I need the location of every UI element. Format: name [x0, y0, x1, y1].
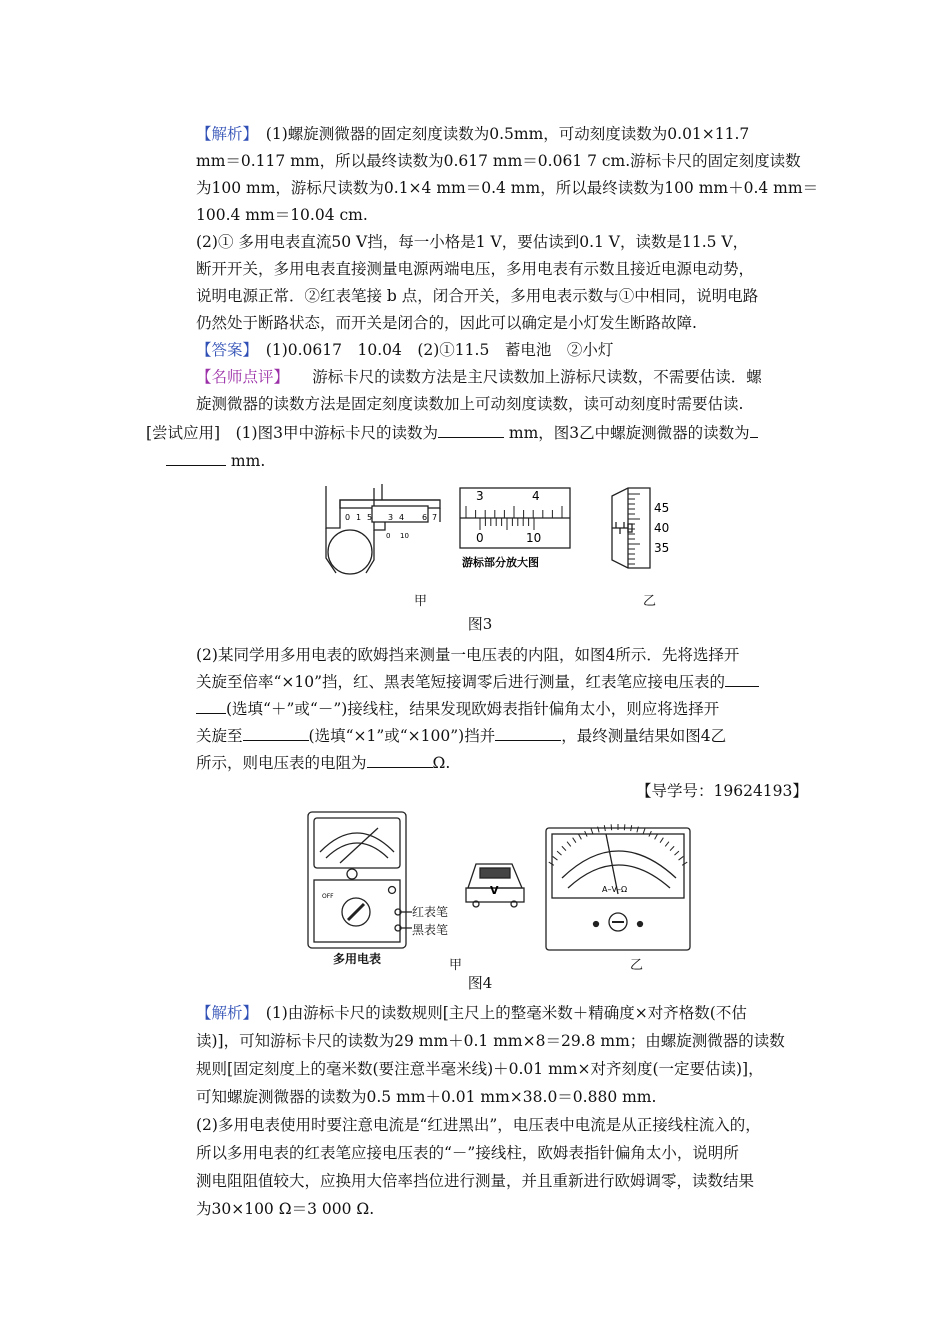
- blank-3b: [196, 699, 226, 714]
- blank-1: [438, 423, 504, 438]
- fig4-caption: 图4: [467, 974, 493, 992]
- small-main-3: 3: [388, 513, 394, 522]
- blank-6: [367, 753, 433, 768]
- dial-tick: [670, 846, 674, 850]
- analysis-line-2: mm＝0.117 mm，所以最终读数为0.617 mm＝0.061 7 cm.游标卡尺的固定刻度读数: [196, 152, 801, 170]
- analysis-text: (1)螺旋测微器的固定刻度读数为0.5mm，可动刻度读数为0.01×11.7: [265, 125, 750, 143]
- analysis2-line-4: 可知螺旋测微器的读数为0.5 mm＋0.01 mm×38.0＝0.880 mm.: [196, 1088, 657, 1106]
- comment-tag: 【名师点评】: [196, 368, 282, 386]
- analysis2-text: (1)由游标卡尺的读数规则[主尺上的整毫米数＋精确度×对齐格数(不估: [265, 1004, 747, 1022]
- small-vernier-0: 0: [386, 532, 391, 540]
- dial-tick: [682, 862, 687, 865]
- dial-tick: [578, 834, 581, 839]
- blank-2b: [166, 451, 226, 466]
- dial-tick: [655, 834, 658, 839]
- fig3-jia-label: 甲: [414, 594, 428, 609]
- q2-line-1: (2)某同学用多用电表的欧姆挡来测量一电压表的内阻，如图4所示．先将选择开: [196, 646, 740, 664]
- try-q1-a: (1)图3甲中游标卡尺的读数为: [235, 424, 438, 442]
- analysis2-line-1: [196, 1002, 747, 1024]
- analysis2-line-6: 所以多用电表的红表笔应接电压表的“－”接线柱，欧姆表指针偏角太小，说明所: [196, 1144, 739, 1162]
- comment-line-1: [196, 366, 762, 388]
- vernier-scale-0: 0: [476, 531, 484, 545]
- guide-number: 【导学号：19624193】: [636, 782, 808, 800]
- try-line-1: [146, 422, 758, 444]
- figure-3: [310, 478, 690, 608]
- multimeter-off: OFF: [322, 893, 334, 900]
- black-pen-label: 黑表笔: [412, 923, 449, 937]
- dial-tick: [573, 838, 576, 843]
- thimble-45: 45: [654, 501, 670, 515]
- dial-tick: [549, 862, 554, 865]
- fig3-caption: 图3: [467, 615, 493, 633]
- analysis-line-8: 仍然处于断路状态，而开关是闭合的，因此可以确定是小灯发生断路故障.: [196, 314, 697, 332]
- analysis-line-5: (2)① 多用电表直流50 V挡，每一小格是1 V，要估读到0.1 V，读数是11.5 V，: [196, 233, 749, 251]
- q2-text-3: (选填“＋”或“－”)接线柱，结果发现欧姆表指针偏角太小，则应将选择开: [226, 700, 720, 718]
- analysis2-line-8: 为30×100 Ω＝3 000 Ω.: [196, 1200, 375, 1218]
- thimble-ticks: [628, 494, 640, 564]
- q2-text-4b: (选填“×1”或“×100”)挡并: [308, 727, 496, 745]
- thimble-40: 40: [654, 521, 670, 535]
- q2-text-5b: Ω.: [432, 754, 451, 772]
- micrometer-drawing: [612, 488, 650, 568]
- thimble-35: 35: [654, 541, 670, 555]
- dial-ticks: [549, 824, 687, 865]
- q2-text-4a: 关旋至: [196, 727, 243, 745]
- q2-line-3: [196, 698, 719, 720]
- analysis-line-7: 说明电源正常．②红表笔接 b 点，闭合开关，多用电表示数与①中相同，说明电路: [196, 287, 759, 305]
- dial-tick: [567, 842, 571, 847]
- multimeter-drawing: [308, 812, 412, 948]
- main-scale-4: 4: [532, 489, 540, 503]
- analysis2-tag: 【解析】: [196, 1004, 251, 1022]
- small-vernier-10: 10: [400, 532, 409, 540]
- fig4-yi-label: 乙: [630, 958, 644, 973]
- small-main-0: 0: [345, 513, 351, 522]
- dial-tick: [660, 838, 663, 843]
- dial-tick: [679, 856, 684, 860]
- blank-4: [243, 726, 309, 741]
- analysis-tag: 【解析】: [196, 125, 251, 143]
- dial-tick: [611, 824, 612, 830]
- small-main-7: 7: [432, 513, 438, 522]
- q2-text-5a: 所示，则电压表的电阻为: [196, 754, 367, 772]
- small-main-4: 4: [399, 513, 405, 522]
- main-scale-3: 3: [476, 489, 484, 503]
- analysis2-line-2: 读)]，可知游标卡尺的读数为29 mm＋0.1 mm×8＝29.8 mm；由螺旋测微器的读数: [196, 1032, 785, 1050]
- dial-tick: [674, 851, 678, 855]
- dial-tick: [562, 846, 566, 850]
- blank-3a: [725, 672, 759, 687]
- comment-text: 游标卡尺的读数方法是主尺读数加上游标尺读数，不需要估读．螺: [312, 368, 762, 386]
- try-tag: [尝试应用]: [146, 424, 221, 442]
- multimeter-name: 多用电表: [333, 952, 382, 966]
- analysis-line-1: [196, 123, 749, 145]
- dial-tick: [604, 825, 605, 831]
- q2-line-4: [196, 725, 726, 747]
- q2-text-4c: ，最终测量结果如图4乙: [561, 727, 727, 745]
- dial-tick: [631, 825, 632, 831]
- caliper-drawing: [326, 484, 440, 574]
- analysis-line-4: 100.4 mm＝10.04 cm.: [196, 206, 368, 224]
- blank-2a: [750, 423, 758, 438]
- q2-line-2: [196, 671, 759, 693]
- answer-line: [196, 339, 613, 361]
- dial-tick: [624, 824, 625, 830]
- blank-5: [495, 726, 561, 741]
- dial-label: A–V–Ω: [602, 885, 628, 894]
- dial-tick: [553, 856, 558, 860]
- dial-tick: [665, 842, 669, 847]
- figure-4: [300, 808, 700, 968]
- small-main-5: 5: [367, 513, 373, 522]
- q2-text-2: 关旋至倍率“×10”挡，红、黑表笔短接调零后进行测量，红表笔应接电压表的: [196, 673, 726, 691]
- analysis2-line-3: 规则[固定刻度上的毫米数(要注意半毫米线)＋0.01 mm×对齐刻度(一定要估读)]，: [196, 1060, 764, 1078]
- try-line-2: [166, 450, 265, 472]
- q2-line-5: [196, 752, 450, 774]
- analysis-line-6: 断开开关，多用电表直接测量电源两端电压，多用电表有示数且接近电源电动势，: [196, 260, 755, 278]
- try-q1-b: mm，图3乙中螺旋测微器的读数为: [503, 424, 750, 442]
- analysis2-line-7: 测电阻阻值较大，应换用大倍率挡位进行测量，并且重新进行欧姆调零，读数结果: [196, 1172, 755, 1190]
- fig3-yi-label: 乙: [643, 594, 657, 609]
- dial-tick: [557, 851, 561, 855]
- answer-text: (1)0.0617 10.04 (2)①11.5 蓄电池 ②小灯: [265, 341, 614, 359]
- vernier-scale-10: 10: [526, 531, 542, 545]
- small-main-6: 6: [422, 513, 428, 522]
- fig4-jia-label: 甲: [449, 958, 463, 973]
- comment-line-2: 旋测微器的读数方法是固定刻度读数加上可动刻度读数，读可动刻度时需要估读.: [196, 395, 744, 413]
- try-q1-c: mm.: [226, 452, 266, 470]
- analysis2-line-5: (2)多用电表使用时要注意电流是“红进黑出”，电压表中电流是从正接线柱流入的，: [196, 1116, 761, 1134]
- red-pen-label: 红表笔: [412, 905, 449, 919]
- voltmeter-v: V: [490, 884, 499, 897]
- zoom-label: 游标部分放大图: [462, 556, 539, 569]
- answer-tag: 【答案】: [196, 341, 251, 359]
- analysis-line-3: 为100 mm，游标尺读数为0.1×4 mm＝0.4 mm，所以最终读数为100 mm＋0.4 mm＝: [196, 179, 819, 197]
- small-main-1: 1: [356, 513, 362, 522]
